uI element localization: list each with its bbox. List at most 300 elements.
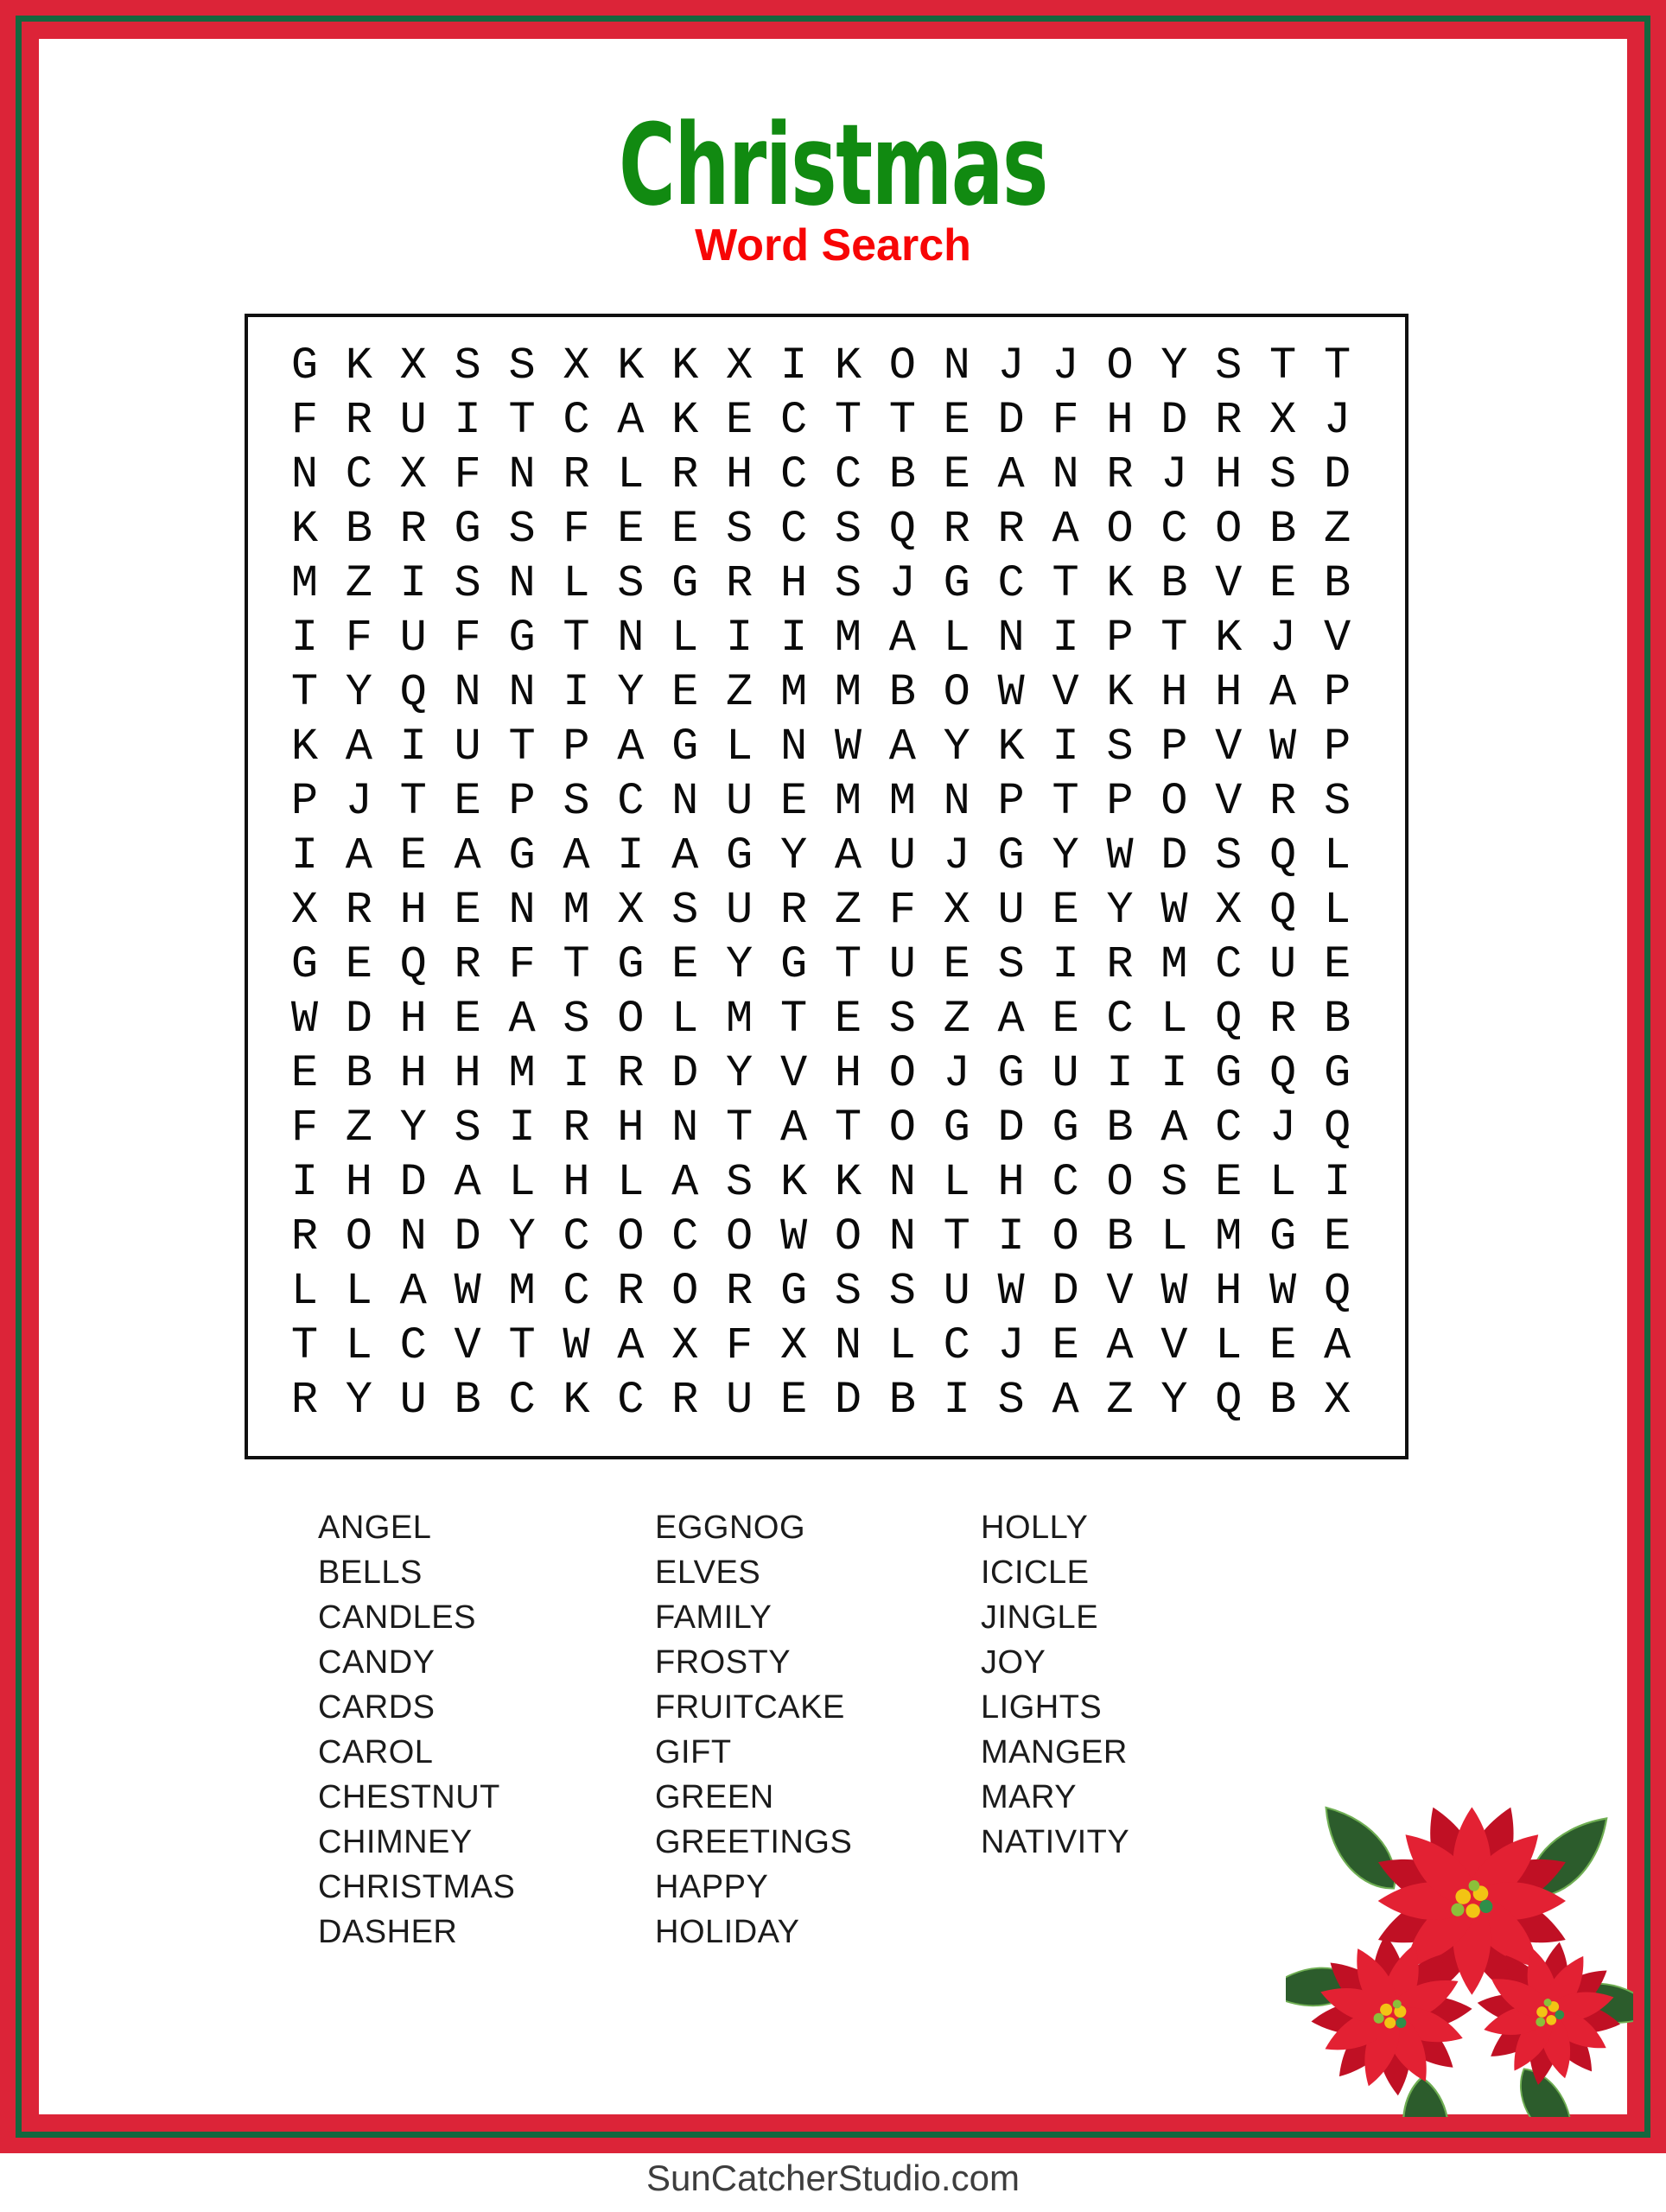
grid-letter: K bbox=[290, 504, 319, 556]
grid-letter: S bbox=[671, 884, 699, 936]
grid-letter: R bbox=[454, 938, 481, 990]
grid-letter: I bbox=[1323, 1156, 1351, 1208]
grid-letter: X bbox=[399, 340, 427, 392]
grid-letter: R bbox=[671, 449, 699, 501]
grid-letter: P bbox=[997, 776, 1025, 828]
grid-letter: T bbox=[1160, 613, 1188, 664]
grid-letter: N bbox=[399, 1211, 427, 1262]
grid-letter: S bbox=[1215, 830, 1243, 882]
grid-letter: D bbox=[997, 1102, 1025, 1154]
word-list-item: FRUITCAKE bbox=[655, 1689, 845, 1726]
word-list-item: GREEN bbox=[655, 1779, 774, 1815]
grid-letter: A bbox=[779, 1102, 808, 1154]
grid-letter: W bbox=[1160, 1265, 1188, 1317]
grid-letter: V bbox=[1052, 667, 1079, 719]
grid-letter: L bbox=[726, 721, 754, 773]
grid-letter: G bbox=[508, 830, 536, 882]
grid-letter: A bbox=[454, 830, 481, 882]
grid-letter: L bbox=[290, 1265, 319, 1317]
grid-letter: G bbox=[1215, 1047, 1243, 1099]
grid-letter: I bbox=[779, 340, 808, 392]
word-list-item: HOLIDAY bbox=[655, 1914, 800, 1950]
grid-letter: N bbox=[290, 449, 319, 501]
word-list-item: CHESTNUT bbox=[318, 1779, 500, 1815]
grid-letter: L bbox=[671, 613, 699, 664]
grid-letter: P bbox=[508, 776, 536, 828]
grid-letter: D bbox=[345, 993, 372, 1045]
grid-letter: O bbox=[1052, 1211, 1079, 1262]
grid-letter: I bbox=[617, 830, 645, 882]
grid-letter: M bbox=[888, 776, 916, 828]
grid-letter: E bbox=[1052, 884, 1079, 936]
letter-grid bbox=[248, 317, 1405, 1456]
grid-letter: F bbox=[290, 395, 319, 447]
grid-letter: K bbox=[834, 1156, 862, 1208]
grid-letter: B bbox=[1106, 1102, 1134, 1154]
grid-letter: H bbox=[726, 449, 754, 501]
word-list-item: CARDS bbox=[318, 1689, 436, 1726]
grid-letter: D bbox=[834, 1374, 862, 1426]
word-list-item: MANGER bbox=[981, 1734, 1128, 1770]
grid-letter: S bbox=[508, 504, 536, 556]
grid-letter: N bbox=[508, 449, 536, 501]
grid-letter: O bbox=[888, 1047, 916, 1099]
word-list-item: CHIMNEY bbox=[318, 1824, 473, 1860]
grid-letter: T bbox=[1052, 776, 1079, 828]
word-list-item: JOY bbox=[981, 1644, 1046, 1681]
grid-letter: H bbox=[1215, 1265, 1243, 1317]
grid-letter: U bbox=[888, 830, 916, 882]
word-list-item: BELLS bbox=[318, 1554, 423, 1591]
grid-letter: N bbox=[508, 667, 536, 719]
grid-letter: L bbox=[617, 1156, 645, 1208]
grid-letter: I bbox=[1160, 1047, 1188, 1099]
grid-letter: C bbox=[1215, 1102, 1243, 1154]
grid-letter: R bbox=[617, 1047, 645, 1099]
grid-letter: N bbox=[1052, 449, 1079, 501]
grid-letter: S bbox=[1106, 721, 1134, 773]
grid-letter: C bbox=[1106, 993, 1134, 1045]
grid-letter: T bbox=[888, 395, 916, 447]
grid-letter: A bbox=[997, 449, 1025, 501]
grid-letter: R bbox=[345, 884, 372, 936]
grid-letter: W bbox=[1269, 1265, 1297, 1317]
grid-letter: P bbox=[290, 776, 319, 828]
grid-letter: K bbox=[671, 340, 699, 392]
grid-letter: R bbox=[399, 504, 427, 556]
grid-letter: G bbox=[508, 613, 536, 664]
grid-letter: Y bbox=[1106, 884, 1134, 936]
grid-letter: E bbox=[454, 776, 481, 828]
grid-letter: J bbox=[1052, 340, 1079, 392]
grid-letter: C bbox=[671, 1211, 699, 1262]
grid-letter: G bbox=[671, 558, 699, 610]
grid-letter: A bbox=[888, 721, 916, 773]
grid-letter: Q bbox=[1323, 1265, 1351, 1317]
grid-letter: B bbox=[1106, 1211, 1134, 1262]
grid-letter: Y bbox=[399, 1102, 427, 1154]
grid-letter: S bbox=[454, 1102, 481, 1154]
word-list-item: CANDLES bbox=[318, 1599, 476, 1636]
grid-letter: Y bbox=[726, 1047, 754, 1099]
grid-letter: A bbox=[454, 1156, 481, 1208]
grid-letter: Z bbox=[1106, 1374, 1134, 1426]
grid-letter: A bbox=[1106, 1319, 1134, 1371]
grid-letter: T bbox=[1323, 340, 1351, 392]
grid-letter: I bbox=[454, 395, 481, 447]
grid-letter: C bbox=[1160, 504, 1188, 556]
grid-letter: Q bbox=[1269, 1047, 1297, 1099]
grid-letter: H bbox=[1215, 667, 1243, 719]
grid-letter: L bbox=[1215, 1319, 1243, 1371]
grid-letter: A bbox=[1052, 504, 1079, 556]
grid-letter: H bbox=[617, 1102, 645, 1154]
grid-letter: E bbox=[1269, 558, 1297, 610]
grid-letter: K bbox=[1215, 613, 1243, 664]
grid-letter: D bbox=[1160, 395, 1188, 447]
grid-letter: T bbox=[508, 721, 536, 773]
grid-letter: C bbox=[1215, 938, 1243, 990]
grid-letter: H bbox=[779, 558, 808, 610]
grid-letter: V bbox=[1160, 1319, 1188, 1371]
grid-letter: L bbox=[345, 1265, 372, 1317]
grid-letter: G bbox=[1323, 1047, 1351, 1099]
grid-letter: B bbox=[345, 504, 372, 556]
grid-letter: O bbox=[1106, 1156, 1134, 1208]
grid-letter: E bbox=[671, 667, 699, 719]
grid-letter: F bbox=[508, 938, 536, 990]
grid-letter: Z bbox=[1323, 504, 1351, 556]
grid-letter: H bbox=[834, 1047, 862, 1099]
grid-letter: M bbox=[834, 776, 862, 828]
grid-letter: Y bbox=[617, 667, 645, 719]
grid-letter: Y bbox=[345, 667, 372, 719]
word-list-item: ICICLE bbox=[981, 1554, 1090, 1591]
grid-letter: W bbox=[997, 1265, 1025, 1317]
grid-letter: B bbox=[1323, 558, 1351, 610]
grid-letter: J bbox=[1160, 449, 1188, 501]
grid-letter: B bbox=[1269, 1374, 1297, 1426]
grid-letter: R bbox=[563, 1102, 590, 1154]
grid-letter: O bbox=[617, 1211, 645, 1262]
grid-letter: B bbox=[1269, 504, 1297, 556]
grid-letter: N bbox=[888, 1156, 916, 1208]
grid-letter: S bbox=[997, 1374, 1025, 1426]
grid-letter: R bbox=[943, 504, 970, 556]
grid-letter: W bbox=[454, 1265, 481, 1317]
grid-letter: S bbox=[508, 340, 536, 392]
grid-letter: J bbox=[997, 1319, 1025, 1371]
grid-letter: O bbox=[888, 1102, 916, 1154]
grid-letter: A bbox=[617, 395, 645, 447]
grid-letter: I bbox=[290, 1156, 319, 1208]
grid-letter: G bbox=[943, 558, 970, 610]
grid-letter: Y bbox=[345, 1374, 372, 1426]
grid-letter: W bbox=[997, 667, 1025, 719]
grid-letter: N bbox=[617, 613, 645, 664]
grid-letter: U bbox=[399, 395, 427, 447]
grid-letter: O bbox=[617, 993, 645, 1045]
grid-letter: I bbox=[563, 667, 590, 719]
grid-letter: M bbox=[508, 1265, 536, 1317]
word-list-item: ANGEL bbox=[318, 1510, 432, 1546]
grid-letter: R bbox=[290, 1211, 319, 1262]
grid-letter: C bbox=[563, 395, 590, 447]
grid-letter: A bbox=[834, 830, 862, 882]
grid-letter: E bbox=[345, 938, 372, 990]
grid-letter: R bbox=[779, 884, 808, 936]
grid-letter: X bbox=[671, 1319, 699, 1371]
grid-letter: L bbox=[1160, 993, 1188, 1045]
grid-letter: L bbox=[345, 1319, 372, 1371]
grid-letter: F bbox=[563, 504, 590, 556]
grid-letter: E bbox=[943, 449, 970, 501]
grid-letter: L bbox=[1323, 830, 1351, 882]
grid-letter: R bbox=[997, 504, 1025, 556]
grid-letter: N bbox=[943, 776, 970, 828]
grid-letter: L bbox=[888, 1319, 916, 1371]
grid-letter: J bbox=[1269, 1102, 1297, 1154]
grid-letter: D bbox=[1160, 830, 1188, 882]
grid-letter: I bbox=[1052, 721, 1079, 773]
grid-letter: I bbox=[399, 721, 427, 773]
grid-letter: K bbox=[290, 721, 319, 773]
grid-letter: E bbox=[1323, 938, 1351, 990]
grid-letter: E bbox=[1269, 1319, 1297, 1371]
grid-letter: B bbox=[888, 1374, 916, 1426]
grid-letter: U bbox=[454, 721, 481, 773]
grid-letter: Q bbox=[1323, 1102, 1351, 1154]
grid-letter: G bbox=[997, 830, 1025, 882]
grid-letter: H bbox=[1106, 395, 1134, 447]
grid-letter: S bbox=[726, 504, 754, 556]
grid-letter: R bbox=[726, 558, 754, 610]
grid-letter: G bbox=[617, 938, 645, 990]
grid-letter: F bbox=[345, 613, 372, 664]
grid-letter: O bbox=[1106, 340, 1134, 392]
grid-letter: I bbox=[399, 558, 427, 610]
grid-letter: V bbox=[454, 1319, 481, 1371]
word-list-item: CHRISTMAS bbox=[318, 1869, 516, 1905]
grid-letter: F bbox=[888, 884, 916, 936]
grid-letter: T bbox=[563, 613, 590, 664]
grid-letter: S bbox=[834, 1265, 862, 1317]
grid-letter: T bbox=[834, 938, 862, 990]
grid-letter: U bbox=[726, 1374, 754, 1426]
grid-letter: O bbox=[1215, 504, 1243, 556]
grid-letter: E bbox=[454, 993, 481, 1045]
grid-letter: C bbox=[563, 1265, 590, 1317]
grid-letter: H bbox=[1215, 449, 1243, 501]
grid-letter: S bbox=[1269, 449, 1297, 501]
grid-letter: I bbox=[290, 830, 319, 882]
grid-letter: G bbox=[1052, 1102, 1079, 1154]
grid-letter: E bbox=[290, 1047, 319, 1099]
grid-letter: C bbox=[617, 1374, 645, 1426]
grid-letter: B bbox=[345, 1047, 372, 1099]
grid-letter: T bbox=[508, 395, 536, 447]
grid-letter: J bbox=[997, 340, 1025, 392]
grid-letter: E bbox=[671, 938, 699, 990]
grid-letter: C bbox=[779, 504, 808, 556]
grid-letter: D bbox=[399, 1156, 427, 1208]
grid-letter: B bbox=[888, 667, 916, 719]
grid-letter: X bbox=[617, 884, 645, 936]
grid-letter: K bbox=[779, 1156, 808, 1208]
grid-letter: L bbox=[1323, 884, 1351, 936]
grid-letter: I bbox=[1052, 938, 1079, 990]
grid-letter: V bbox=[1215, 721, 1243, 773]
grid-letter: E bbox=[943, 938, 970, 990]
grid-letter: W bbox=[1106, 830, 1134, 882]
word-list-item: ELVES bbox=[655, 1554, 761, 1591]
grid-letter: G bbox=[779, 938, 808, 990]
grid-letter: A bbox=[888, 613, 916, 664]
grid-letter: A bbox=[508, 993, 536, 1045]
grid-letter: M bbox=[834, 667, 862, 719]
grid-letter: C bbox=[943, 1319, 970, 1371]
grid-letter: Y bbox=[1160, 1374, 1188, 1426]
grid-letter: T bbox=[726, 1102, 754, 1154]
grid-letter: C bbox=[834, 449, 862, 501]
grid-letter: V bbox=[1215, 776, 1243, 828]
word-list-item: FAMILY bbox=[655, 1599, 773, 1636]
grid-letter: L bbox=[943, 1156, 970, 1208]
word-list-item: DASHER bbox=[318, 1914, 458, 1950]
grid-letter: E bbox=[779, 1374, 808, 1426]
grid-letter: T bbox=[290, 667, 319, 719]
grid-letter: Z bbox=[726, 667, 754, 719]
grid-letter: P bbox=[1106, 613, 1134, 664]
grid-letter: Q bbox=[1215, 1374, 1243, 1426]
grid-letter: S bbox=[617, 558, 645, 610]
grid-letter: S bbox=[888, 1265, 916, 1317]
grid-letter: Y bbox=[726, 938, 754, 990]
grid-letter: N bbox=[834, 1319, 862, 1371]
grid-letter: G bbox=[290, 340, 319, 392]
grid-letter: O bbox=[1106, 504, 1134, 556]
grid-letter: N bbox=[997, 613, 1025, 664]
grid-letter: Y bbox=[508, 1211, 536, 1262]
grid-letter: I bbox=[726, 613, 754, 664]
word-list-item: LIGHTS bbox=[981, 1689, 1103, 1726]
grid-letter: L bbox=[563, 558, 590, 610]
grid-letter: J bbox=[888, 558, 916, 610]
grid-letter: X bbox=[779, 1319, 808, 1371]
grid-letter: E bbox=[1323, 1211, 1351, 1262]
grid-letter: S bbox=[726, 1156, 754, 1208]
grid-letter: S bbox=[454, 340, 481, 392]
grid-letter: G bbox=[1269, 1211, 1297, 1262]
grid-letter: K bbox=[997, 721, 1025, 773]
grid-letter: S bbox=[997, 938, 1025, 990]
grid-letter: S bbox=[834, 504, 862, 556]
grid-letter: K bbox=[563, 1374, 590, 1426]
word-list-item: JINGLE bbox=[981, 1599, 1099, 1636]
grid-letter: M bbox=[563, 884, 590, 936]
grid-letter: E bbox=[779, 776, 808, 828]
grid-letter: A bbox=[1160, 1102, 1188, 1154]
grid-letter: H bbox=[1160, 667, 1188, 719]
grid-letter: C bbox=[779, 395, 808, 447]
grid-letter: X bbox=[1215, 884, 1243, 936]
grid-letter: A bbox=[1323, 1319, 1351, 1371]
grid-letter: O bbox=[726, 1211, 754, 1262]
word-list-item: GREETINGS bbox=[655, 1824, 853, 1860]
grid-letter: Y bbox=[943, 721, 970, 773]
grid-letter: C bbox=[399, 1319, 427, 1371]
grid-letter: M bbox=[779, 667, 808, 719]
word-list-item: HAPPY bbox=[655, 1869, 769, 1905]
grid-letter: P bbox=[1106, 776, 1134, 828]
grid-letter: U bbox=[1052, 1047, 1079, 1099]
grid-letter: X bbox=[1323, 1374, 1351, 1426]
grid-letter: R bbox=[617, 1265, 645, 1317]
grid-letter: N bbox=[888, 1211, 916, 1262]
grid-letter: H bbox=[997, 1156, 1025, 1208]
grid-letter: I bbox=[1106, 1047, 1134, 1099]
grid-letter: U bbox=[1269, 938, 1297, 990]
grid-letter: Q bbox=[399, 667, 427, 719]
grid-letter: E bbox=[617, 504, 645, 556]
grid-letter: Q bbox=[888, 504, 916, 556]
grid-letter: T bbox=[943, 1211, 970, 1262]
word-list-item: FROSTY bbox=[655, 1644, 792, 1681]
grid-letter: E bbox=[1215, 1156, 1243, 1208]
grid-letter: W bbox=[563, 1319, 590, 1371]
grid-letter: M bbox=[290, 558, 319, 610]
grid-letter: P bbox=[1160, 721, 1188, 773]
grid-letter: L bbox=[671, 993, 699, 1045]
word-list-item: CAROL bbox=[318, 1734, 434, 1770]
grid-letter: V bbox=[1106, 1265, 1134, 1317]
page-title: Christmas bbox=[619, 99, 1047, 231]
grid-letter: W bbox=[779, 1211, 808, 1262]
grid-letter: V bbox=[779, 1047, 808, 1099]
grid-letter: H bbox=[399, 884, 427, 936]
grid-letter: D bbox=[671, 1047, 699, 1099]
grid-letter: G bbox=[779, 1265, 808, 1317]
grid-letter: H bbox=[345, 1156, 372, 1208]
grid-letter: S bbox=[834, 558, 862, 610]
grid-letter: F bbox=[1052, 395, 1079, 447]
grid-letter: N bbox=[779, 721, 808, 773]
grid-letter: A bbox=[1269, 667, 1297, 719]
grid-letter: R bbox=[1269, 776, 1297, 828]
grid-letter: T bbox=[834, 395, 862, 447]
grid-letter: E bbox=[454, 884, 481, 936]
grid-letter: A bbox=[671, 830, 699, 882]
grid-letter: G bbox=[290, 938, 319, 990]
word-list-item: GIFT bbox=[655, 1734, 732, 1770]
grid-letter: Z bbox=[345, 1102, 372, 1154]
grid-letter: G bbox=[454, 504, 481, 556]
grid-letter: G bbox=[671, 721, 699, 773]
grid-letter: A bbox=[563, 830, 590, 882]
footer-website-text: SunCatcherStudio.com bbox=[646, 2158, 1020, 2198]
grid-letter: C bbox=[508, 1374, 536, 1426]
grid-letter: A bbox=[671, 1156, 699, 1208]
grid-letter: C bbox=[779, 449, 808, 501]
word-list-item: CANDY bbox=[318, 1644, 436, 1681]
word-column bbox=[981, 1505, 1129, 1865]
grid-letter: C bbox=[345, 449, 372, 501]
grid-letter: S bbox=[563, 993, 590, 1045]
grid-letter: R bbox=[290, 1374, 319, 1426]
grid-letter: R bbox=[1106, 449, 1134, 501]
grid-letter: K bbox=[345, 340, 372, 392]
grid-letter: K bbox=[1106, 667, 1134, 719]
